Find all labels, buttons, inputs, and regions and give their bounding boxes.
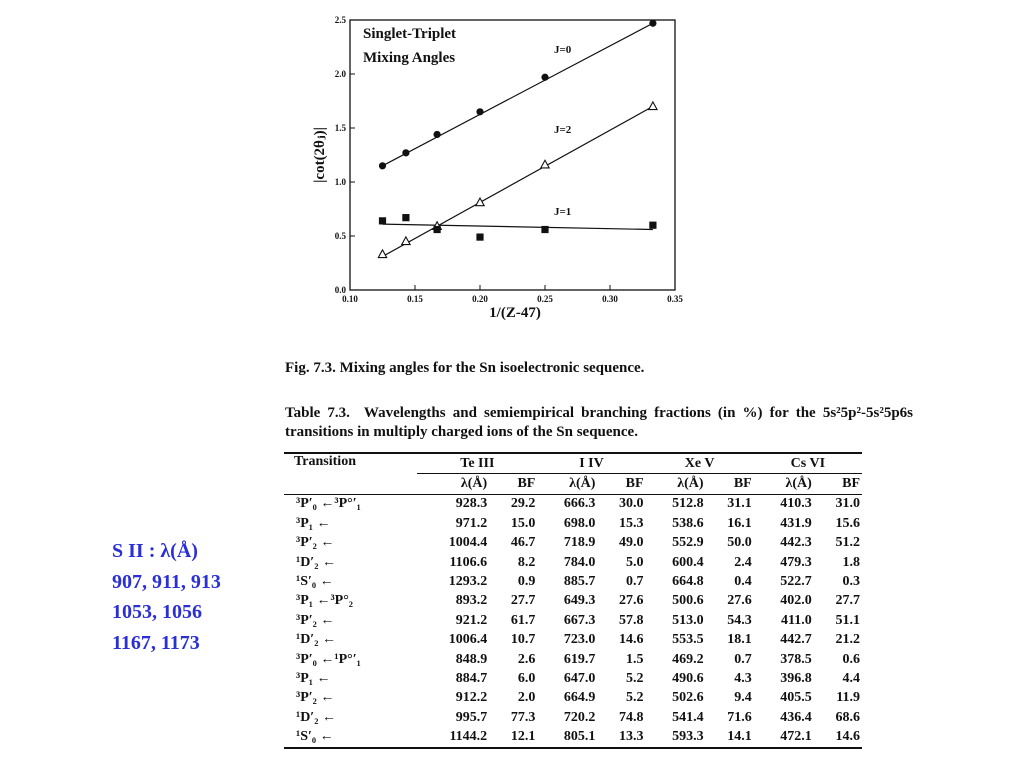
data-point-j0 [402,149,409,156]
bf-header: BF [597,474,645,494]
chart-title-line-2: Mixing Angles [363,50,456,66]
wavelength-cell: 442.3 [780,535,812,551]
wavelength-cell: 619.7 [563,651,596,667]
x-tick-label: 0.20 [472,294,488,304]
transition-cell: ³P₁ ←³P°₂ [296,593,353,609]
table-body [284,494,862,748]
bf-cell: 0.7 [734,651,752,667]
data-point-j2 [476,198,484,206]
transition-cell: ¹D′₂ ← [296,554,336,570]
wavelength-cell: 664.8 [672,574,704,590]
data-point-j1 [379,217,386,224]
wavelength-table [284,452,862,749]
x-tick-label: 0.25 [537,294,553,304]
wavelength-cell: 928.3 [455,496,488,512]
wavelength-cell: 600.4 [672,554,704,570]
data-point-j0 [434,131,441,138]
side-note-title: S II : λ(Å) [112,540,198,562]
wavelength-cell: 431.9 [780,515,812,531]
wavelength-cell: 512.8 [672,496,704,512]
bf-cell: 2.0 [517,690,536,706]
chart-annotations [363,26,572,218]
data-point-j1 [402,214,409,221]
wavelength-cell: 1106.6 [449,554,488,570]
side-note-line: 1167, 1173 [112,631,200,654]
mixing-angle-chart [300,5,700,325]
data-point-j0 [379,162,386,169]
bf-cell: 54.3 [727,612,752,628]
transition-cell: ³P′₀ ←³P°′₁ [296,496,361,512]
wavelength-cell: 513.0 [672,612,704,628]
side-notes [112,536,221,658]
bf-cell: 31.1 [727,496,752,512]
bf-cell: 51.1 [835,612,860,628]
wavelength-cell: 784.0 [563,554,596,570]
chart-title-line-1: Singlet-Triplet [363,26,457,42]
wavelength-header: λ(Å) [754,474,814,494]
transition-cell: ³P′₂ ← [296,612,335,628]
bf-header: BF [489,474,537,494]
y-tick-label: 1.5 [334,123,346,133]
wavelength-cell: 402.0 [780,593,812,609]
table-row [284,708,862,727]
wavelength-cell: 538.6 [672,515,704,531]
side-note-line: 907, 911, 913 [112,570,221,593]
transition-cell: ³P′₂ ← [296,690,335,706]
bf-cell: 29.2 [510,496,536,512]
y-axis-label: |cot(2θⱼ)| [312,127,328,183]
data-point-j2 [649,102,657,110]
bf-cell: 27.6 [727,593,752,609]
transition-cell: ¹S′₀ ← [284,727,417,747]
bf-cell: 9.4 [734,690,752,706]
wavelength-header: λ(Å) [417,474,489,494]
bf-cell: 0.4 [734,574,752,590]
bf-cell: 50.0 [727,535,752,551]
table-row [284,669,862,688]
bf-cell: 2.4 [734,554,752,570]
wavelength-cell: 378.5 [780,651,812,667]
table-row [284,631,862,650]
ion-header: Cs VI [754,453,862,474]
wavelength-cell: 718.9 [563,535,596,551]
bf-cell: 49.0 [619,535,644,551]
bf-cell: 1.8 [842,554,860,570]
bf-cell: 57.8 [619,612,644,628]
data-point-j1 [541,226,548,233]
table-row [284,592,862,611]
wavelength-cell: 502.6 [672,690,704,706]
ion-header: Xe V [646,453,754,474]
wavelength-cell: 472.1 [754,727,814,747]
y-tick-label: 0.5 [334,231,346,241]
wavelength-cell: 552.9 [672,535,704,551]
data-point-j0 [476,108,483,115]
bf-cell: 74.8 [619,709,644,725]
wavelength-cell: 805.1 [537,727,597,747]
table-row [284,727,862,747]
table-caption-text: Wavelengths and semiempirical branching fractions (in %) for the 5s²5p²-5s²5p6s transitions in multiply charged ions of the Sn sequence. [285,405,917,440]
wavelength-cell: 885.7 [563,574,596,590]
wavelength-cell: 921.2 [455,612,488,628]
bf-cell: 31.0 [835,496,860,512]
bf-cell: 4.3 [734,670,752,686]
x-tick-label: 0.35 [667,294,683,304]
data-point-j1 [476,233,483,240]
y-tick-label: 1.0 [334,177,346,187]
bf-cell: 30.0 [619,496,644,512]
table-row [284,611,862,630]
transition-header: Transition [284,453,417,494]
wavelength-header: λ(Å) [537,474,597,494]
bf-cell: 5.2 [626,690,644,706]
wavelength-cell: 649.3 [563,593,596,609]
wavelength-cell: 647.0 [563,670,596,686]
wavelength-cell: 848.9 [455,651,488,667]
bf-cell: 14.1 [706,727,754,747]
y-tick-label: 0.0 [334,285,346,295]
transition-cell: ³P′₀ ←¹P°′₁ [296,651,361,667]
bf-header: BF [706,474,754,494]
wavelength-cell: 411.0 [781,612,812,628]
fit-line-j0 [383,23,653,166]
bf-cell: 27.6 [619,593,644,609]
table-caption [285,404,917,442]
fit-line-j2 [383,106,653,256]
side-note-line: 1053, 1056 [112,601,202,623]
bf-cell: 13.3 [597,727,645,747]
series-label-j1: J=1 [554,206,572,218]
table-row [284,553,862,572]
wavelength-cell: 593.3 [646,727,706,747]
wavelength-cell: 1293.2 [448,574,488,590]
wavelength-cell: 698.0 [563,515,596,531]
bf-cell: 15.0 [510,515,536,531]
bf-cell: 27.7 [510,593,536,609]
series-label-j0: J=0 [554,44,572,56]
wavelength-cell: 469.2 [672,651,704,667]
bf-cell: 0.3 [842,574,860,590]
wavelength-cell: 436.4 [780,709,812,725]
bf-cell: 18.1 [727,632,752,648]
table-caption-label: Table 7.3. [285,405,350,421]
series-label-j2: J=2 [554,124,572,136]
bf-cell: 15.3 [619,515,644,531]
wavelength-cell: 1144.2 [417,727,489,747]
fit-line-j1 [383,224,653,229]
table-row [284,572,862,591]
y-tick-label: 2.5 [334,15,346,25]
y-tick-label: 2.0 [334,69,346,79]
data-point-j0 [541,74,548,81]
bf-cell: 14.6 [814,727,862,747]
wavelength-cell: 971.2 [455,515,488,531]
wavelength-cell: 479.3 [780,554,812,570]
bf-cell: 10.7 [510,632,536,648]
transition-cell: ³P₁ ← [296,670,331,686]
figure-caption-label: Fig. 7.3. [285,360,336,376]
table-row [284,514,862,533]
wavelength-cell: 442.7 [780,632,812,648]
x-tick-label: 0.30 [602,294,618,304]
ion-header: I IV [537,453,645,474]
data-point-j1 [434,226,441,233]
bf-cell: 61.7 [510,612,536,628]
wavelength-cell: 405.5 [780,690,812,706]
bf-cell: 21.2 [835,632,860,648]
transition-cell: ¹D′₂ ← [296,632,336,648]
bf-cell: 5.2 [626,670,644,686]
wavelength-cell: 541.4 [672,709,704,725]
x-tick-label: 0.15 [407,294,423,304]
wavelength-cell: 720.2 [563,709,596,725]
bf-cell: 0.9 [517,574,536,590]
wavelength-cell: 664.9 [563,690,596,706]
wavelength-cell: 884.7 [455,670,488,686]
data-point-j2 [402,237,410,245]
wavelength-cell: 1004.4 [448,535,488,551]
transition-cell: ¹D′₂ ← [296,709,336,725]
table-row [284,494,862,514]
bf-cell: 77.3 [510,709,536,725]
bf-cell: 2.6 [517,651,536,667]
ion-header: Te III [417,453,537,474]
wavelength-cell: 396.8 [780,670,812,686]
wavelength-cell: 666.3 [563,496,596,512]
bf-cell: 27.7 [835,593,860,609]
bf-cell: 46.7 [510,535,536,551]
figure-caption-text: Mixing angles for the Sn isoelectronic sequence. [335,360,645,376]
bf-cell: 0.6 [842,651,860,667]
figure-caption [285,360,925,377]
table-row [284,689,862,708]
data-point-j2 [378,250,386,258]
bf-cell: 5.0 [626,554,644,570]
wavelength-cell: 500.6 [672,593,704,609]
bf-cell: 14.6 [619,632,644,648]
transition-cell: ³P′₂ ← [296,535,335,551]
x-tick-label: 0.10 [342,294,358,304]
bf-cell: 6.0 [517,670,536,686]
table-ion-header-row [284,453,862,474]
bf-cell: 15.6 [835,515,860,531]
wavelength-cell: 522.7 [780,574,812,590]
bf-cell: 71.6 [727,709,752,725]
wavelength-cell: 490.6 [672,670,704,686]
table-row [284,650,862,669]
wavelength-header: λ(Å) [646,474,706,494]
data-point-j0 [649,20,656,27]
bf-cell: 16.1 [727,515,752,531]
data-point-j1 [649,222,656,229]
wavelength-cell: 995.7 [455,709,488,725]
wavelength-cell: 667.3 [563,612,596,628]
wavelength-cell: 912.2 [455,690,488,706]
bf-cell: 12.1 [489,727,537,747]
bf-header: BF [814,474,862,494]
bf-cell: 8.2 [517,554,536,570]
table-row [284,534,862,553]
transition-cell: ¹S′₀ ← [296,574,334,590]
wavelength-cell: 1006.4 [448,632,488,648]
wavelength-cell: 410.3 [780,496,812,512]
bf-cell: 68.6 [835,709,860,725]
bf-cell: 11.9 [836,690,860,706]
wavelength-cell: 723.0 [563,632,596,648]
wavelength-cell: 553.5 [672,632,704,648]
bf-cell: 0.7 [626,574,644,590]
bf-cell: 51.2 [835,535,860,551]
bf-cell: 4.4 [842,670,860,686]
transition-cell: ³P₁ ← [296,515,331,531]
bf-cell: 1.5 [626,651,644,667]
wavelength-cell: 893.2 [455,593,488,609]
x-axis-label: 1/(Z-47) [489,305,541,321]
